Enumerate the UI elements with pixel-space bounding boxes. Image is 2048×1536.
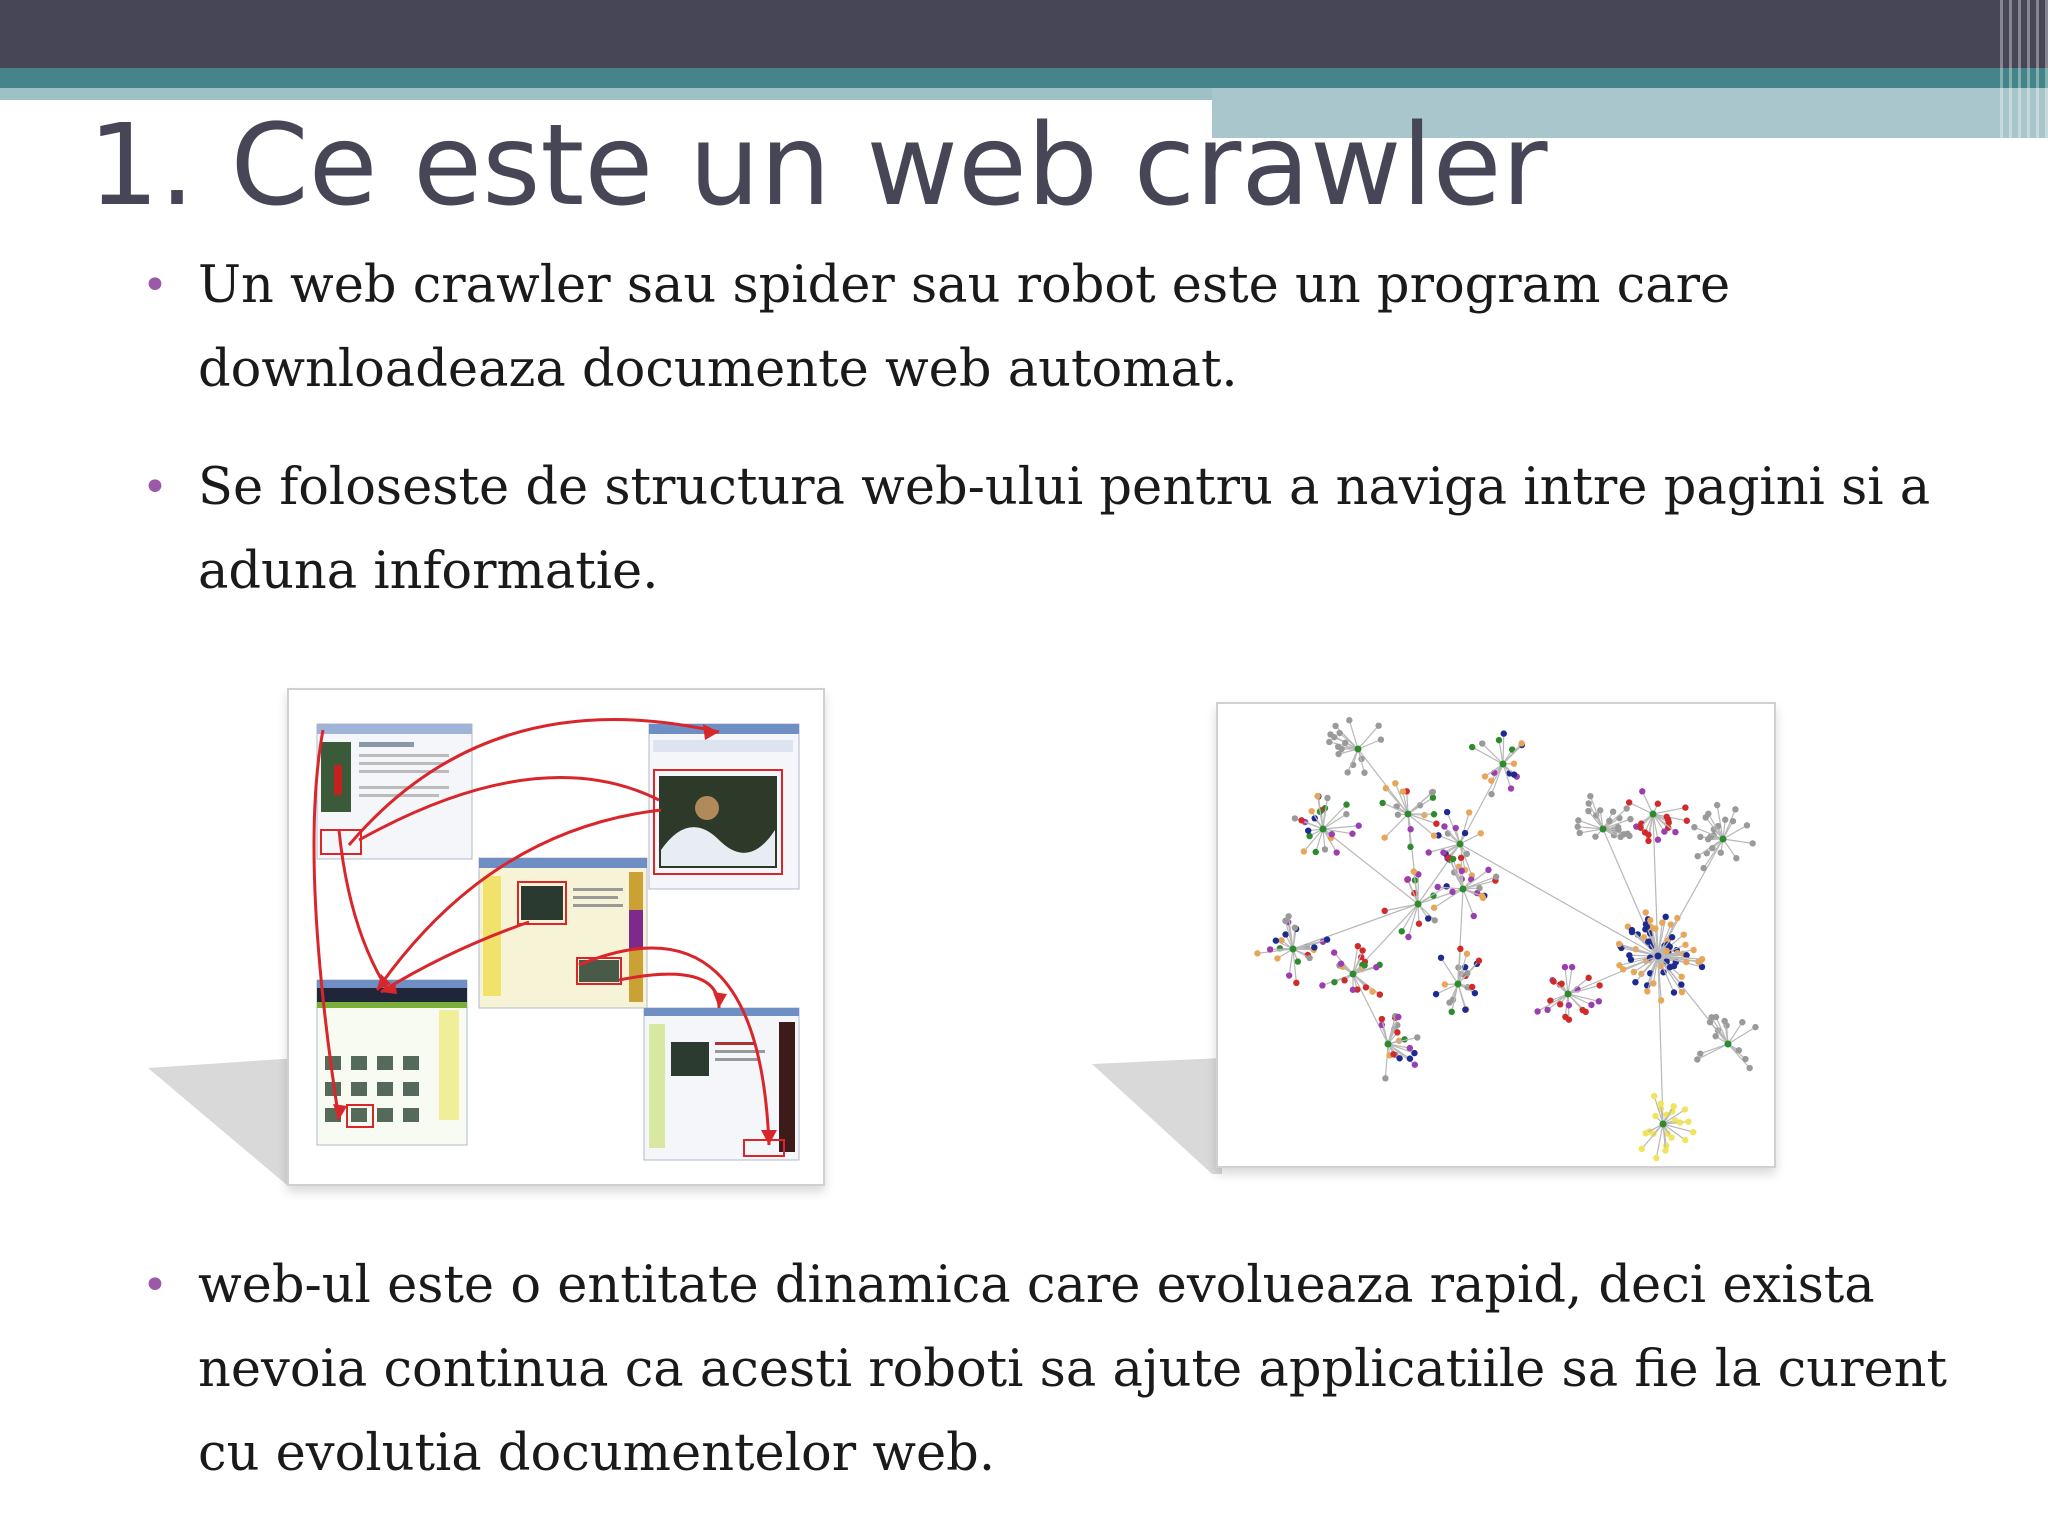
- bullet-text: web-ul este o entitate dinamica care evolueaza rapid, deci exista nevoia continua ca acesti roboti sa ajute applicatiile sa fie la curent cu evolutia documentelor web.: [198, 1256, 1947, 1483]
- bullet-dot-icon: •: [142, 1260, 168, 1311]
- slide-title: 1. Ce este un web crawler: [88, 101, 1548, 231]
- bullet-text: Un web crawler sau spider sau robot este un program care downloadeaza documente web automat.: [198, 256, 1731, 399]
- web-page-thumbnail: [317, 980, 467, 1145]
- network-graph-illustration-icon: [1218, 704, 1774, 1166]
- bullet-item: [142, 244, 2012, 412]
- bullet-item: [142, 446, 2012, 614]
- network-graph-image-frame: [1216, 702, 1776, 1168]
- web-page-thumbnail: [649, 724, 799, 889]
- web-page-thumbnail: [644, 1008, 799, 1160]
- bullet-dot-icon: •: [142, 462, 168, 513]
- bullet-item: [142, 1244, 2012, 1496]
- linked-pages-image-frame: [287, 688, 825, 1186]
- web-page-thumbnail: [479, 858, 647, 1008]
- header-stripes-decoration: [2000, 0, 2048, 138]
- right-image-shadow: [1092, 1058, 1222, 1176]
- left-image-shadow: [148, 1058, 298, 1188]
- header-bar: [0, 0, 2048, 68]
- bullet-text: Se foloseste de structura web-ului pentru a naviga intre pagini si a aduna informatie.: [198, 458, 1931, 601]
- linked-web-pages-illustration-icon: [289, 690, 823, 1184]
- header-teal-strip: [0, 68, 2048, 88]
- bullet-dot-icon: •: [142, 260, 168, 311]
